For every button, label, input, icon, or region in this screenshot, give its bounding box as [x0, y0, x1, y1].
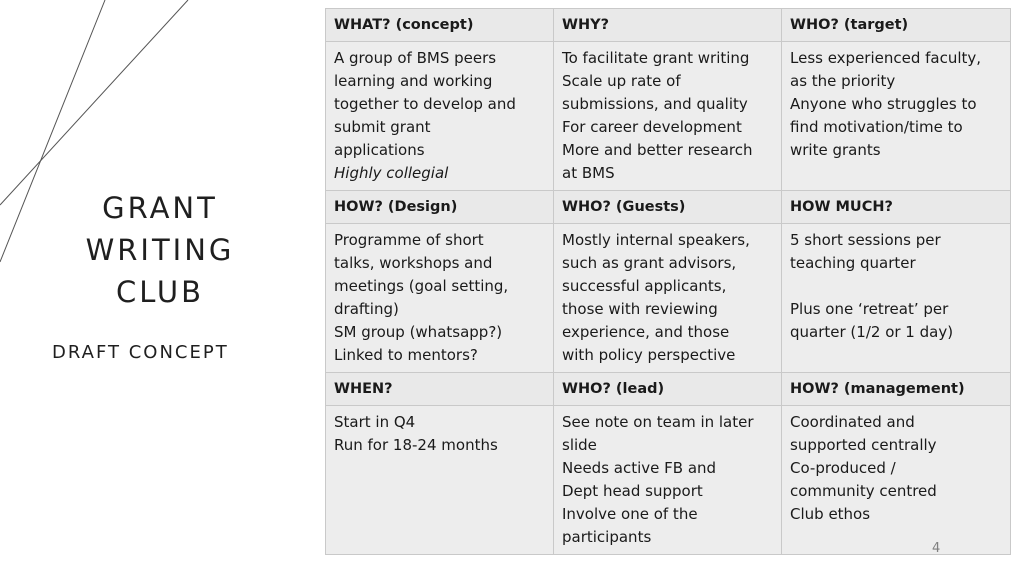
cell-line: supported centrally [790, 436, 937, 454]
header-cell: WHO? (lead) [554, 373, 782, 406]
cell-line: See note on team in later [562, 413, 754, 431]
cell-line: Mostly internal speakers, [562, 231, 750, 249]
cell-line: More and better research [562, 141, 753, 159]
cell-line: Scale up rate of [562, 72, 681, 90]
header-cell: HOW? (management) [782, 373, 1011, 406]
cell-line: Club ethos [790, 505, 871, 523]
cell-line: with policy perspective [562, 346, 736, 364]
header-cell: HOW MUCH? [782, 191, 1011, 224]
cell-line: applications [334, 141, 425, 159]
header-row [326, 191, 1011, 224]
cell-line: Programme of short [334, 231, 484, 249]
cell-line: SM group (whatsapp?) [334, 323, 503, 341]
body-cell [326, 406, 554, 555]
cell-line: quarter (1/2 or 1 day) [790, 323, 954, 341]
body-row [326, 224, 1011, 373]
cell-spacer [790, 275, 1002, 298]
cell-line: Needs active FB and [562, 459, 717, 477]
cell-line: talks, workshops and [334, 254, 493, 272]
header-cell: WHEN? [326, 373, 554, 406]
body-row [326, 406, 1011, 555]
cell-line: submit grant [334, 118, 431, 136]
body-cell [554, 42, 782, 191]
cell-line: To facilitate grant writing [562, 49, 750, 67]
header-cell: WHO? (Guests) [554, 191, 782, 224]
cell-line: Start in Q4 [334, 413, 416, 431]
body-cell [782, 406, 1011, 555]
header-row [326, 9, 1011, 42]
cell-line: submissions, and quality [562, 95, 748, 113]
title-line: GRANT [102, 191, 218, 225]
body-cell [782, 224, 1011, 373]
title-line: WRITING [85, 233, 235, 267]
header-cell: WHAT? (concept) [326, 9, 554, 42]
cell-line: Linked to mentors? [334, 346, 478, 364]
decorative-line-2 [0, 0, 188, 205]
cell-line: together to develop and [334, 95, 516, 113]
cell-line: participants [562, 528, 652, 546]
cell-line: drafting) [334, 300, 399, 318]
cell-line: find motivation/time to [790, 118, 963, 136]
cell-line: For career development [562, 118, 742, 136]
header-row [326, 373, 1011, 406]
cell-line: meetings (goal setting, [334, 277, 509, 295]
concept-table [325, 8, 1011, 555]
page-number: 4 [932, 541, 941, 556]
cell-line: A group of BMS peers [334, 49, 497, 67]
cell-line: teaching quarter [790, 254, 916, 272]
cell-line: successful applicants, [562, 277, 727, 295]
body-cell [554, 224, 782, 373]
cell-line: Plus one ‘retreat’ per [790, 300, 949, 318]
header-cell: WHY? [554, 9, 782, 42]
cell-line: learning and working [334, 72, 493, 90]
cell-line: community centred [790, 482, 937, 500]
cell-line: 5 short sessions per [790, 231, 941, 249]
cell-line: Coordinated and [790, 413, 915, 431]
cell-line: as the priority [790, 72, 896, 90]
cell-line: Co-produced / [790, 459, 896, 477]
cell-line: Dept head support [562, 482, 703, 500]
title-line: CLUB [115, 275, 205, 309]
header-cell: HOW? (Design) [326, 191, 554, 224]
cell-line: experience, and those [562, 323, 730, 341]
cell-line-italic: Highly collegial [334, 164, 449, 182]
body-row [326, 42, 1011, 191]
slide-title [40, 187, 280, 313]
cell-line: Anyone who struggles to [790, 95, 977, 113]
header-cell: WHO? (target) [782, 9, 1011, 42]
body-cell [326, 42, 554, 191]
slide-subtitle: DRAFT CONCEPT [52, 342, 229, 363]
body-cell [326, 224, 554, 373]
cell-line: Involve one of the [562, 505, 698, 523]
cell-line: such as grant advisors, [562, 254, 737, 272]
cell-line: Run for 18-24 months [334, 436, 498, 454]
cell-line: those with reviewing [562, 300, 718, 318]
body-cell [782, 42, 1011, 191]
body-cell [554, 406, 782, 555]
cell-line: slide [562, 436, 597, 454]
cell-line: at BMS [562, 164, 615, 182]
cell-line: Less experienced faculty, [790, 49, 982, 67]
cell-line: write grants [790, 141, 881, 159]
